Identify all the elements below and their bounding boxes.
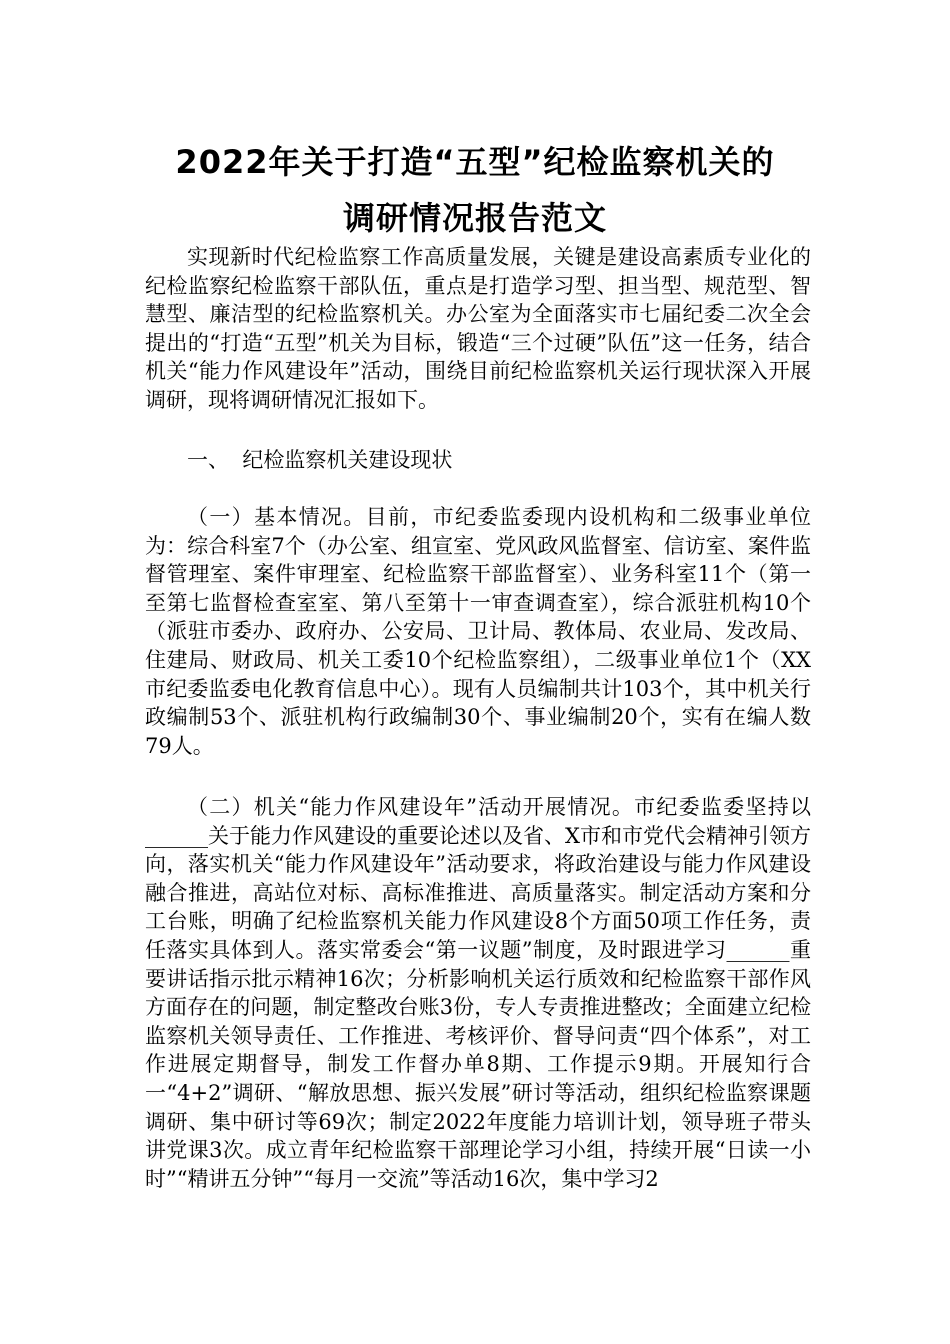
section-heading [145, 446, 811, 475]
intro-paragraph: 实现新时代纪检监察工作高质量发展，关键是建设高素质专业化的纪检监察纪检监察干部队伍，重点是打造学习型、担当型、规范型、智慧型、廉洁型的纪检监察机关。办公室为全面落实市七届纪委二次全会提出的“打造“五型”机关为目标，锻造“三个过硬”队伍”这一任务，结合机关“能力作风建设年”活动，围绕目前纪检监察机关运行现状深入开展调研，现将调研情况汇报如下。 [145, 245, 811, 412]
subsection-basic-situation: （一）基本情况。目前，市纪委监委现内设机构和二级事业单位为：综合科室7个（办公室、组宣室、党风政风监督室、信访室、案件监督管理室、案件审理室、纪检监察干部监督室）、业务科室11个（第一至第七监督检查室室、第八至第十一审查调查室），综合派驻机构10个（派驻市委办、政府办、公安局、卫计局、教体局、农业局、发改局、住建局、财政局、机关工委10个纪检监察组），二级事业单位1个（XX市纪委监委电化教育信息中心）。现有人员编制共计103个，其中机关行政编制53个、派驻机构行政编制30个、事业编制20个，实有在编人数79人。 [145, 505, 811, 758]
document-title-line1: 2022年关于打造“五型”纪检监察机关的 [175, 143, 775, 181]
section-heading-text: 一、 纪检监察机关建设现状 [187, 448, 453, 472]
subsection-activity: （二）机关“能力作风建设年”活动开展情况。市纪委监委坚持以______关于能力作风建设的重要论述以及省、X市和市党代会精神引领方向，落实机关“能力作风建设年”活动要求，将政治建设与能力作风建设融合推进，高站位对标、高标准推进、高质量落实。制定活动方案和分工台账，明确了纪检监察机关能力作风建设8个方面50项工作任务，责任落实具体到人。落实常委会“第一议题”制度，及时跟进学习______重要讲话指示批示精神16次；分析影响机关运行质效和纪检监察干部作风方面存在的问题，制定整改台账3份，专人专责推进整改；全面建立纪检监察机关领导责任、工作推进、考核评价、督导问责“四个体系”，对工作进展定期督导，制发工作督办单8期、工作提示9期。开展知行合一“4+2”调研、“解放思想、振兴发展”研讨等活动，组织纪检监察课题调研、集中研讨等69次；制定2022年度能力培训计划，领导班子带头讲党课3次。成立青年纪检监察干部理论学习小组，持续开展“日读一小时”“精讲五分钟”“每月一交流”等活动16次，集中学习2 [145, 795, 811, 1191]
document-title-line2: 调研情况报告范文 [342, 199, 607, 237]
